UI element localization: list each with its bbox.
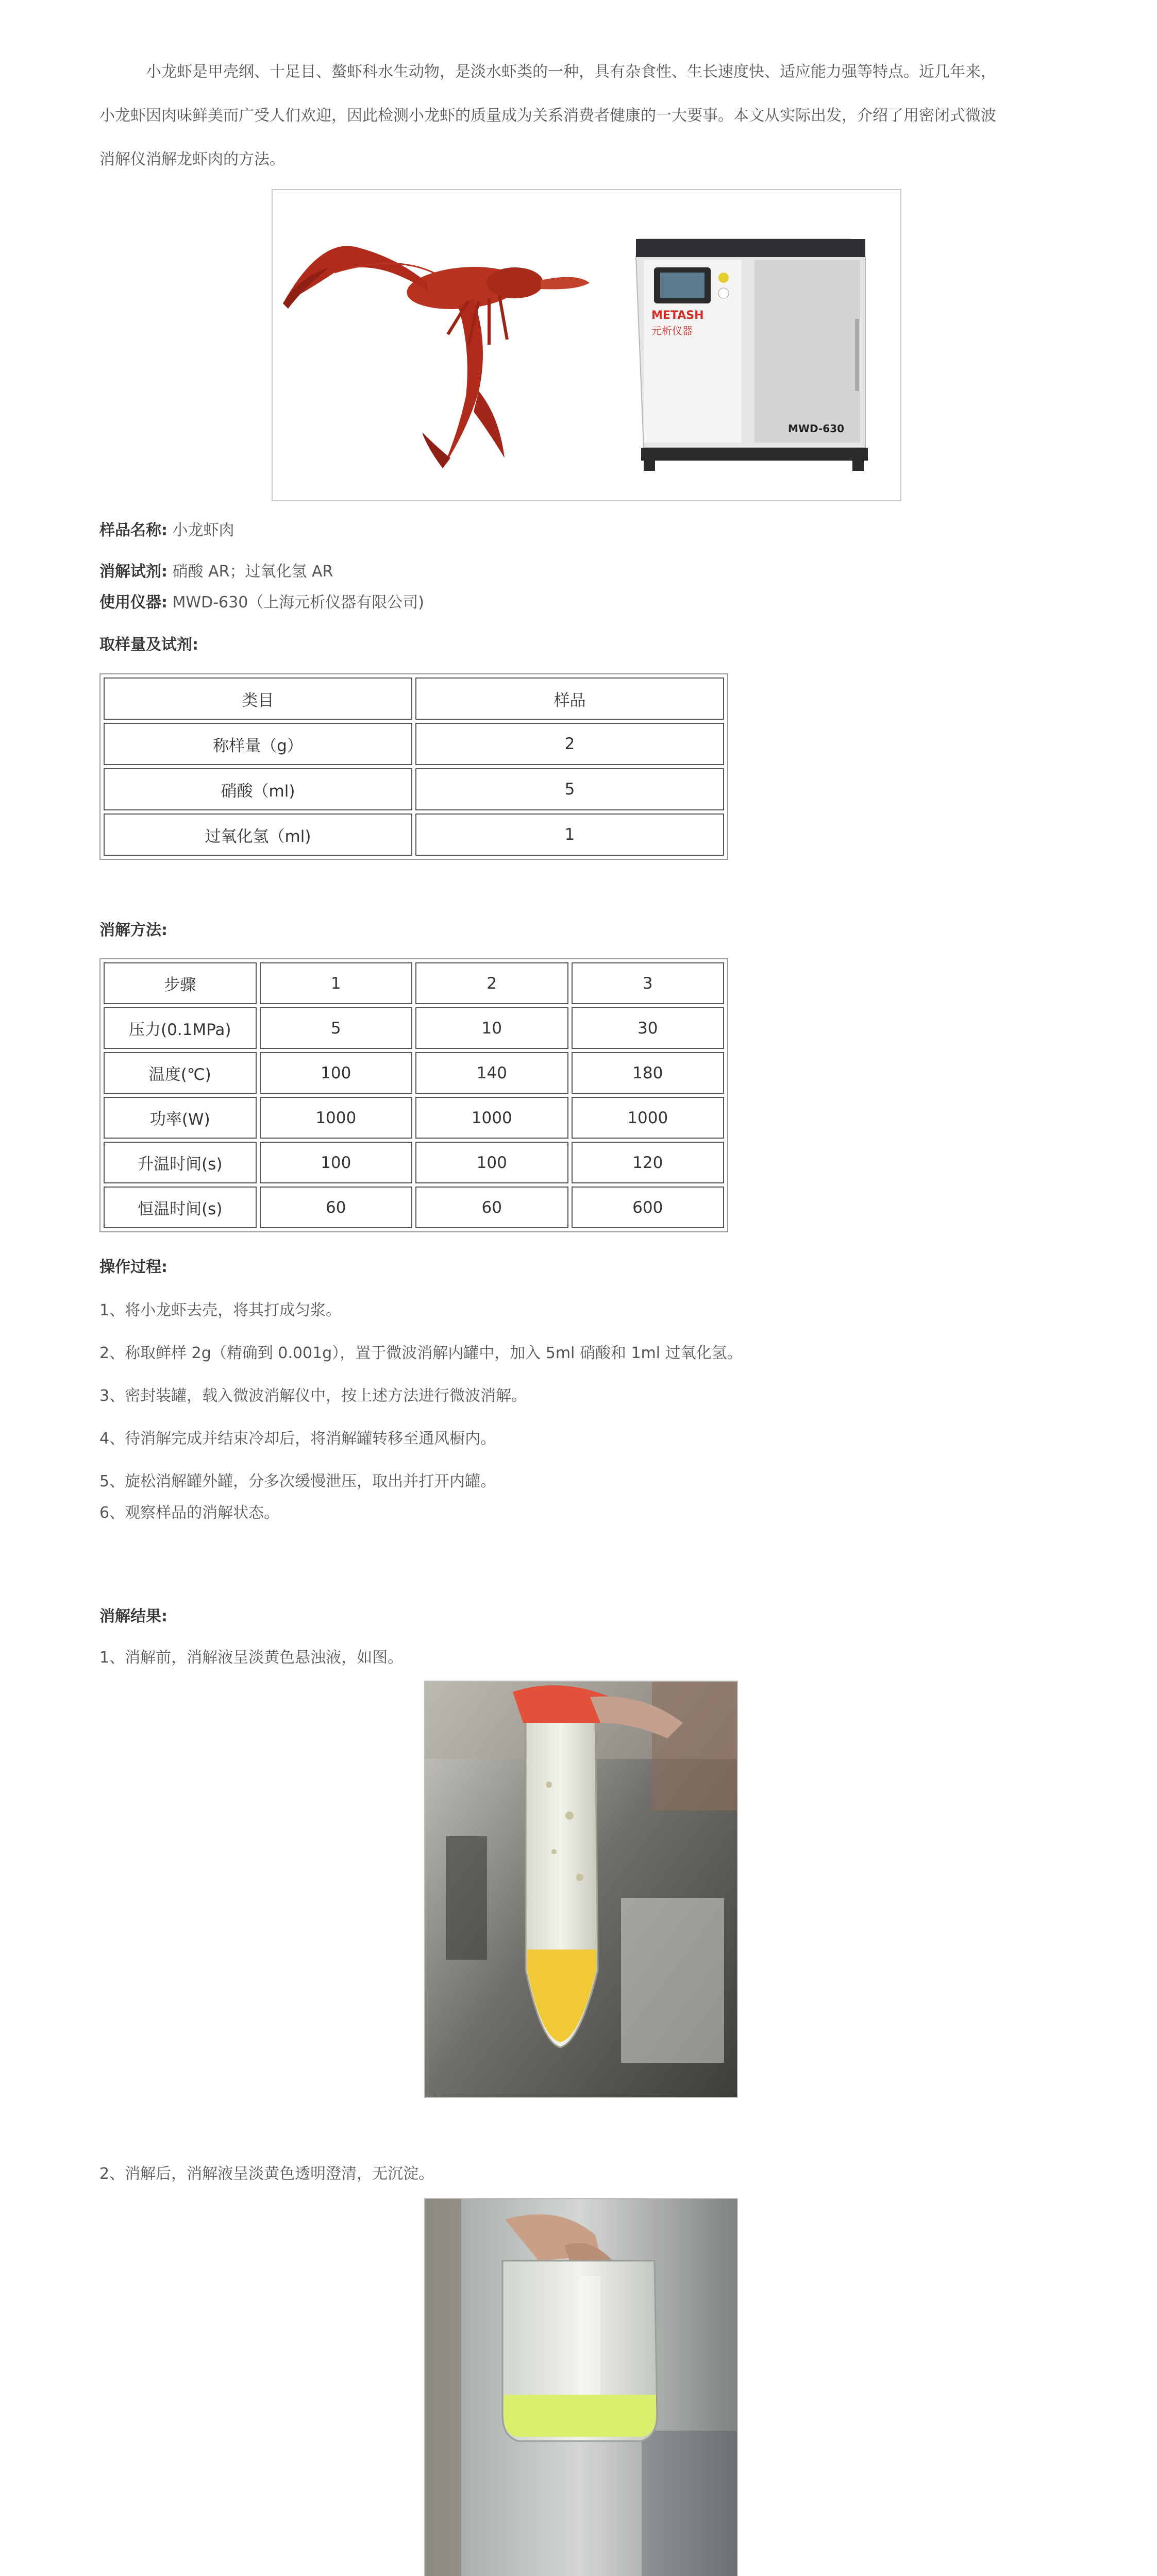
reagents: 消解试剂: 硝酸 AR；过氧化氢 AR [99, 563, 333, 581]
instrument: 使用仪器: MWD-630（上海元析仪器有限公司) [99, 594, 424, 612]
table-cell: 硝酸（ml) [104, 768, 412, 810]
table-cell: 1000 [415, 1097, 568, 1139]
method-table [99, 958, 728, 1232]
table-cell: 功率(W) [104, 1097, 257, 1139]
results-heading: 消解结果: [99, 1607, 167, 1625]
table-row [104, 814, 724, 856]
table-header-cell: 1 [260, 962, 413, 1004]
table-row [104, 1052, 724, 1094]
microwave-digester-photo [636, 239, 868, 471]
table-header-cell: 类目 [104, 677, 412, 720]
procedure-step: 5、旋松消解罐外罐，分多次缓慢泄压，取出并打开内罐。 [99, 1472, 496, 1490]
svg-text:METASH: METASH [651, 309, 704, 322]
result-after-text: 2、消解后，消解液呈淡黄色透明澄清，无沉淀。 [99, 2165, 434, 2183]
intro-line-3: 消解仪消解龙虾肉的方法。 [99, 150, 285, 168]
table-cell: 1000 [572, 1097, 725, 1139]
table-row [104, 1142, 724, 1183]
after-digestion-photo [424, 2198, 738, 2576]
svg-text:元析仪器: 元析仪器 [651, 325, 693, 337]
hero-figure [272, 189, 901, 501]
table-row [104, 1097, 724, 1139]
table-cell: 压力(0.1MPa) [104, 1007, 257, 1049]
procedure-step: 1、将小龙虾去壳，将其打成匀浆。 [99, 1301, 342, 1319]
table-cell: 30 [572, 1007, 725, 1049]
intro-line-1: 小龙虾是甲壳纲、十足目、螯虾科水生动物，是淡水虾类的一种，具有杂食性、生长速度快、适应能力强等特点。近几年来， [146, 63, 996, 81]
test-tube-cloudy-image [425, 1682, 737, 2097]
procedure-step: 3、密封装罐，载入微波消解仪中，按上述方法进行微波消解。 [99, 1387, 527, 1405]
procedure-step: 6、观察样品的消解状态。 [99, 1504, 280, 1522]
table-cell: 升温时间(s) [104, 1142, 257, 1183]
table-cell: 5 [260, 1007, 413, 1049]
table-cell: 温度(℃) [104, 1052, 257, 1094]
table-row [104, 768, 724, 810]
table-header-cell: 步骤 [104, 962, 257, 1004]
table-cell: 恒温时间(s) [104, 1187, 257, 1228]
sample-table [99, 673, 728, 860]
table-header-row [104, 962, 724, 1004]
crayfish-photo [273, 190, 900, 500]
table-header-row [104, 677, 724, 720]
table-cell: 过氧化氢（ml) [104, 814, 412, 856]
table-cell: 5 [415, 768, 724, 810]
before-digestion-photo [424, 1681, 738, 2098]
table-cell: 600 [572, 1187, 725, 1228]
test-tube-clear-image [425, 2199, 737, 2576]
table-row [104, 723, 724, 765]
procedure-step: 2、称取鲜样 2g（精确到 0.001g），置于微波消解内罐中，加入 5ml 硝酸和 1ml 过氧化氢。 [99, 1344, 743, 1362]
table-cell: 100 [415, 1142, 568, 1183]
table-cell: 100 [260, 1142, 413, 1183]
table-header-cell: 3 [572, 962, 725, 1004]
procedure-step: 4、待消解完成并结束冷却后，将消解罐转移至通风橱内。 [99, 1430, 496, 1448]
table-cell: 180 [572, 1052, 725, 1094]
table-cell: 60 [260, 1187, 413, 1228]
table-header-cell: 样品 [415, 677, 724, 720]
result-before-text: 1、消解前，消解液呈淡黄色悬浊液，如图。 [99, 1649, 404, 1667]
sampling-heading: 取样量及试剂: [99, 636, 198, 654]
table-cell: 称样量（g） [104, 723, 412, 765]
table-cell: 140 [415, 1052, 568, 1094]
svg-text:MWD-630: MWD-630 [788, 422, 844, 435]
table-row [104, 1187, 724, 1228]
table-cell: 2 [415, 723, 724, 765]
crayfish-illustration [283, 246, 590, 468]
table-header-cell: 2 [415, 962, 568, 1004]
table-cell: 1 [415, 814, 724, 856]
table-cell: 60 [415, 1187, 568, 1228]
method-heading: 消解方法: [99, 921, 167, 939]
sample-name: 样品名称: 小龙虾肉 [99, 521, 234, 539]
table-cell: 1000 [260, 1097, 413, 1139]
intro-line-2: 小龙虾因肉味鲜美而广受人们欢迎，因此检测小龙虾的质量成为关系消费者健康的一大要事。本文从实际出发，介绍了用密闭式微波 [99, 107, 996, 125]
table-cell: 120 [572, 1142, 725, 1183]
table-row [104, 1007, 724, 1049]
table-cell: 10 [415, 1007, 568, 1049]
procedure-heading: 操作过程: [99, 1258, 167, 1276]
table-cell: 100 [260, 1052, 413, 1094]
